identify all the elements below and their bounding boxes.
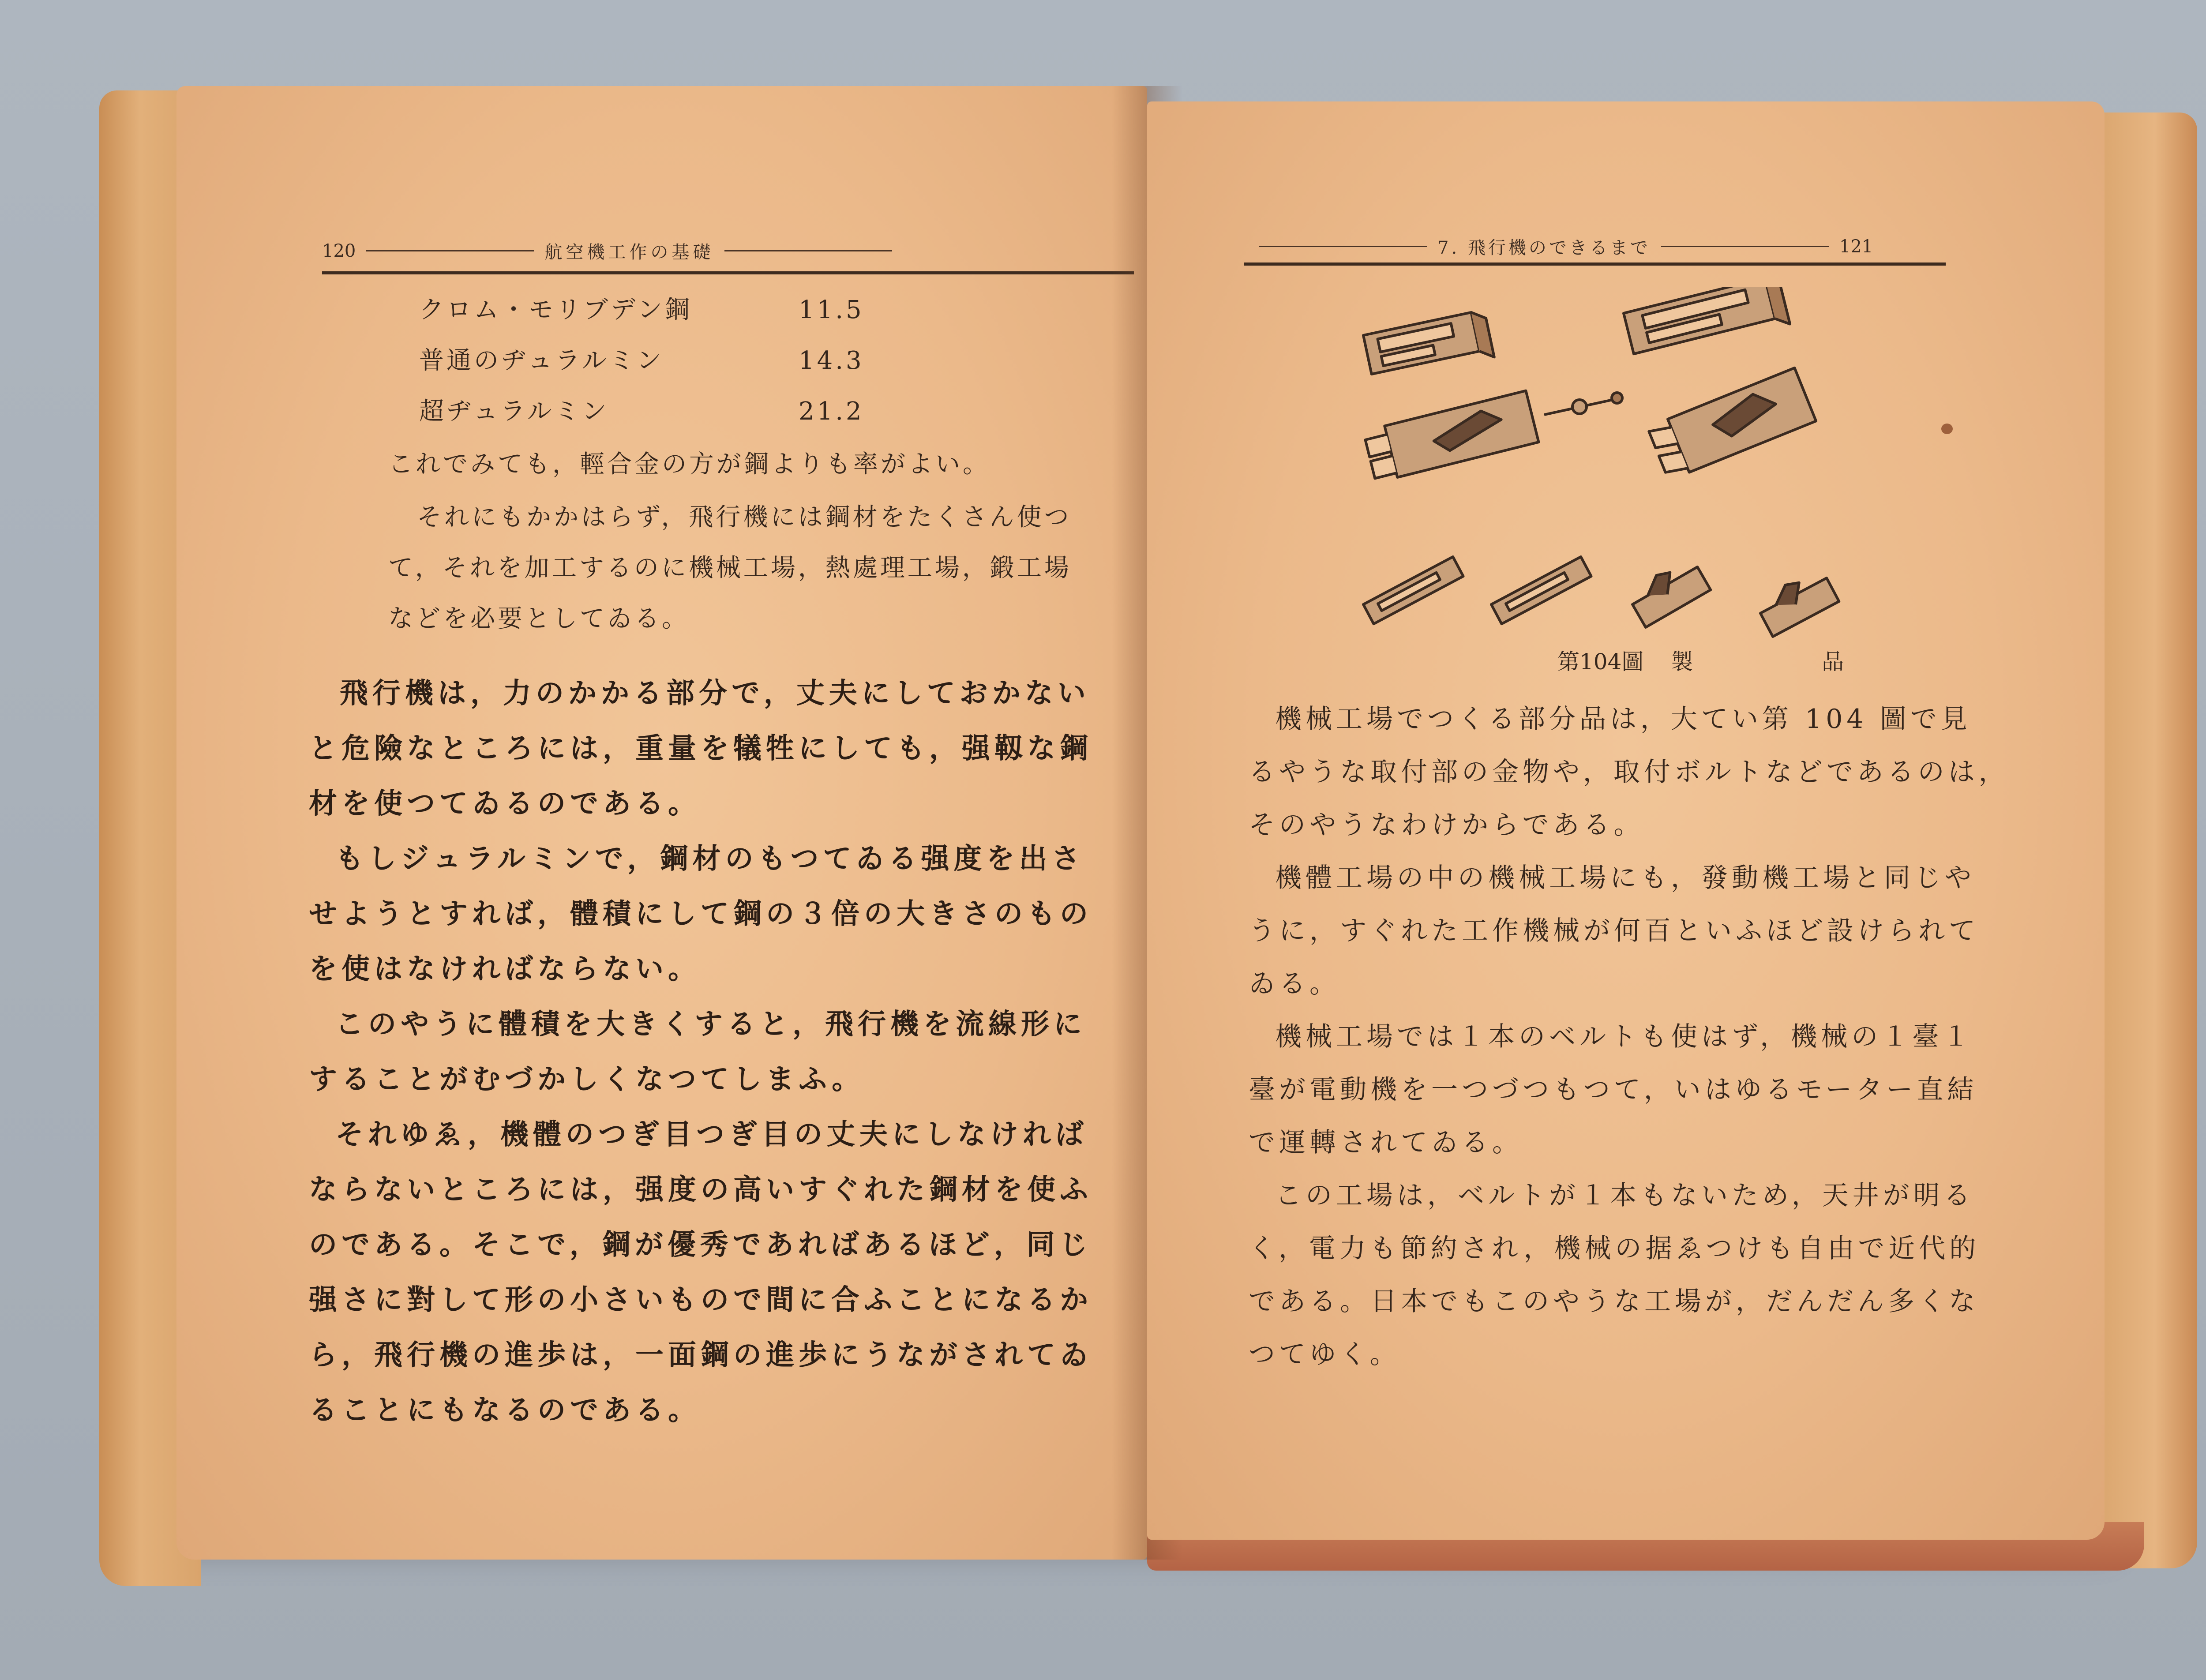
body-line: 飛行機は，力のかかる部分で，丈夫にしておかない — [340, 677, 1090, 710]
body-line: することがむづかしくなつてしまふ。 — [309, 1063, 865, 1096]
head-dash-line — [724, 250, 892, 251]
right-head-rule — [1244, 262, 1946, 266]
left-running-title: 航空機工作の基礎 — [544, 242, 714, 262]
fitting-part-illustration — [1363, 310, 1494, 383]
table-value: 14.3 — [799, 346, 864, 375]
small-fitting-illustration — [1626, 555, 1711, 627]
body-line: で運轉されてゐる。 — [1249, 1127, 1523, 1158]
body-line: ならないところには，强度の高いすぐれた鋼材を使ふ — [309, 1173, 1092, 1206]
body-line: このやうに體積を大きくすると，飛行機を流線形に — [335, 1008, 1086, 1041]
right-page-number: 121 — [1839, 236, 1873, 257]
fitting-part-illustration — [1647, 368, 1816, 480]
figure-number: 第104圖 — [1557, 649, 1644, 675]
right-page-edges — [2091, 112, 2197, 1568]
head-dash-line — [1259, 246, 1427, 247]
small-fitting-illustration — [1363, 557, 1463, 624]
right-running-head — [1249, 234, 2007, 259]
bolt-illustration — [1544, 393, 1622, 415]
figure-caption-text: 製 — [1671, 649, 1693, 675]
body-line: 機械工場でつくる部分品は，大てい第 104 圖で見 — [1275, 704, 1971, 735]
body-line: つてゆく。 — [1249, 1339, 1400, 1370]
body-line: と危險なところには，重量を犠牲にしても，强靱な鋼 — [309, 732, 1092, 765]
body-line: ることにもなるのである。 — [309, 1394, 701, 1427]
table-value: 21.2 — [799, 397, 864, 426]
body-line: るやうな取付部の金物や，取付ボルトなどであるのは， — [1249, 757, 2009, 788]
body-line: そのやうなわけからである。 — [1249, 810, 1644, 840]
small-paragraph-line: などを必要としてゐる。 — [388, 604, 689, 633]
body-line: 機體工場の中の機械工場にも，發動機工場と同じや — [1275, 862, 1975, 893]
table-label: 超ヂュラルミン — [419, 397, 609, 426]
left-running-head — [322, 238, 1129, 263]
right-running-title: 7. 飛行機のできるまで — [1437, 238, 1651, 258]
paper-stain — [1941, 424, 1953, 434]
small-fitting-illustration — [1491, 557, 1591, 624]
table-label: クロム・モリブデン鋼 — [419, 296, 692, 324]
fitting-part-illustration — [1624, 287, 1790, 363]
small-paragraph-line: それにもかかはらず，飛行機には鋼材をたくさん使つ — [417, 503, 1072, 532]
right-page — [1147, 101, 2105, 1540]
body-line: もしジュラルミンで，鋼材のもつてゐる强度を出さ — [335, 842, 1084, 875]
small-paragraph-line: これでみても，輕合金の方が鋼よりも率がよい。 — [388, 450, 990, 479]
body-line: 材を使つてゐるのである。 — [309, 787, 701, 820]
small-fitting-illustration — [1754, 566, 1839, 637]
body-line: うに，すぐれた工作機械が何百といふほど設けられて — [1249, 915, 1979, 946]
figure-caption — [1557, 644, 1844, 676]
machined-parts-figure — [1350, 287, 1906, 684]
body-line: 强さに對して形の小さいもので間に合ふことになるか — [309, 1283, 1092, 1316]
fitting-part-illustration — [1363, 391, 1539, 483]
body-line: である。日本でもこのやうな工場が，だんだん多くな — [1249, 1286, 1979, 1317]
small-paragraph-line: て，それを加工するのに機械工場，熱處理工場，鍛工場 — [388, 554, 1072, 582]
body-line: ゐる。 — [1249, 968, 1340, 999]
body-line: この工場は，ベルトが１本もないため，天井が明る — [1275, 1180, 1974, 1211]
body-line: く，電力も節約され，機械の据ゑつけも自由で近代的 — [1249, 1233, 1980, 1264]
body-line: 機械工場では１本のベルトも使はず，機械の１臺１ — [1275, 1021, 1973, 1052]
head-dash-line — [1661, 246, 1829, 247]
left-page-number: 120 — [322, 240, 356, 261]
left-page — [176, 86, 1147, 1560]
body-line: ら，飛行機の進歩は，一面鋼の進歩にうながされてゐ — [309, 1339, 1092, 1372]
figure-caption-text: 品 — [1822, 649, 1844, 675]
table-value: 11.5 — [799, 296, 864, 324]
body-line: せようとすれば，體積にして鋼の３倍の大きさのもの — [309, 897, 1092, 930]
left-head-rule — [322, 271, 1134, 274]
body-line: それゆゑ，機體のつぎ目つぎ目の丈夫にしなければ — [335, 1118, 1088, 1151]
body-line: のである。そこで，鋼が優秀であればあるほど，同じ — [309, 1228, 1092, 1261]
table-label: 普通のヂュラルミン — [419, 346, 664, 375]
body-line: を使はなければならない。 — [309, 952, 701, 986]
head-dash-line — [366, 250, 534, 251]
body-line: 臺が電動機を一つづつもつて，いはゆるモーター直結 — [1249, 1074, 1978, 1105]
